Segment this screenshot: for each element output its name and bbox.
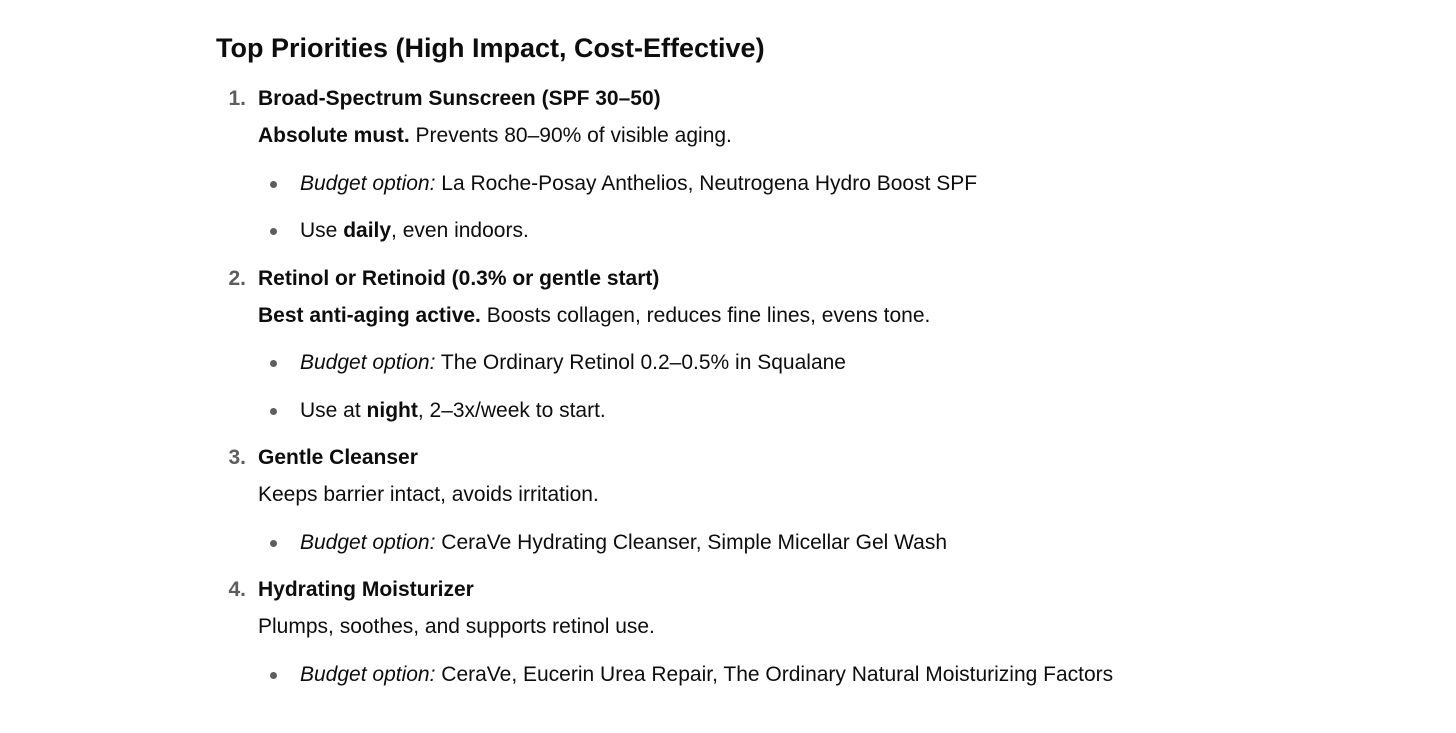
desc-bold: Absolute must. [258,124,410,147]
bullet-text [300,349,846,377]
item-title: Retinol or Retinoid (0.3% or gentle start) [258,267,660,290]
bullet-bold: daily [343,219,392,242]
bullet-value: The Ordinary Retinol 0.2–0.5% in Squalane [435,351,846,374]
desc-text: Keeps barrier intact, avoids irritation. [258,483,599,506]
bullet-pre: Use [300,219,344,242]
bullet-pre: Use at [300,399,367,422]
bullet-text [300,397,606,425]
desc-text: Boosts collagen, reduces fine lines, evens tone. [480,304,931,327]
bullet-italic: Budget option: [300,663,436,686]
list-number: 4. [228,578,246,601]
bullet-post: , 2–3x/week to start. [417,399,606,422]
section-heading: Top Priorities (High Impact, Cost-Effective) [216,33,765,63]
bullet-icon [270,360,277,367]
bullet-icon [270,540,277,547]
list-number: 1. [228,87,246,110]
bullet-value: La Roche-Posay Anthelios, Neutrogena Hydro Boost SPF [435,172,978,195]
bullet-text [300,217,529,245]
bullet-italic: Budget option: [300,531,436,554]
bullet-text [300,529,947,557]
bullet-icon [270,228,277,235]
item-title: Hydrating Moisturizer [258,578,474,601]
item-title: Broad-Spectrum Sunscreen (SPF 30–50) [258,87,661,110]
bullet-bold: night [366,399,418,422]
item-description [258,122,732,150]
bullet-italic: Budget option: [300,172,436,195]
bullet-icon [270,672,277,679]
desc-text: Plumps, soothes, and supports retinol use. [258,615,655,638]
desc-bold: Best anti-aging active. [258,304,481,327]
item-description [258,613,655,641]
bullet-italic: Budget option: [300,351,436,374]
bullet-post: , even indoors. [391,219,529,242]
item-description [258,481,599,509]
bullet-text [300,170,977,198]
bullet-icon [270,408,277,415]
item-description [258,302,930,330]
item-title: Gentle Cleanser [258,446,418,469]
bullet-text [300,661,1113,689]
bullet-value: CeraVe, Eucerin Urea Repair, The Ordinary Natural Moisturizing Factors [435,663,1114,686]
list-number: 2. [228,267,246,290]
list-number: 3. [228,446,246,469]
bullet-value: CeraVe Hydrating Cleanser, Simple Micellar Gel Wash [435,531,948,554]
bullet-icon [270,181,277,188]
desc-text: Prevents 80–90% of visible aging. [409,124,732,147]
